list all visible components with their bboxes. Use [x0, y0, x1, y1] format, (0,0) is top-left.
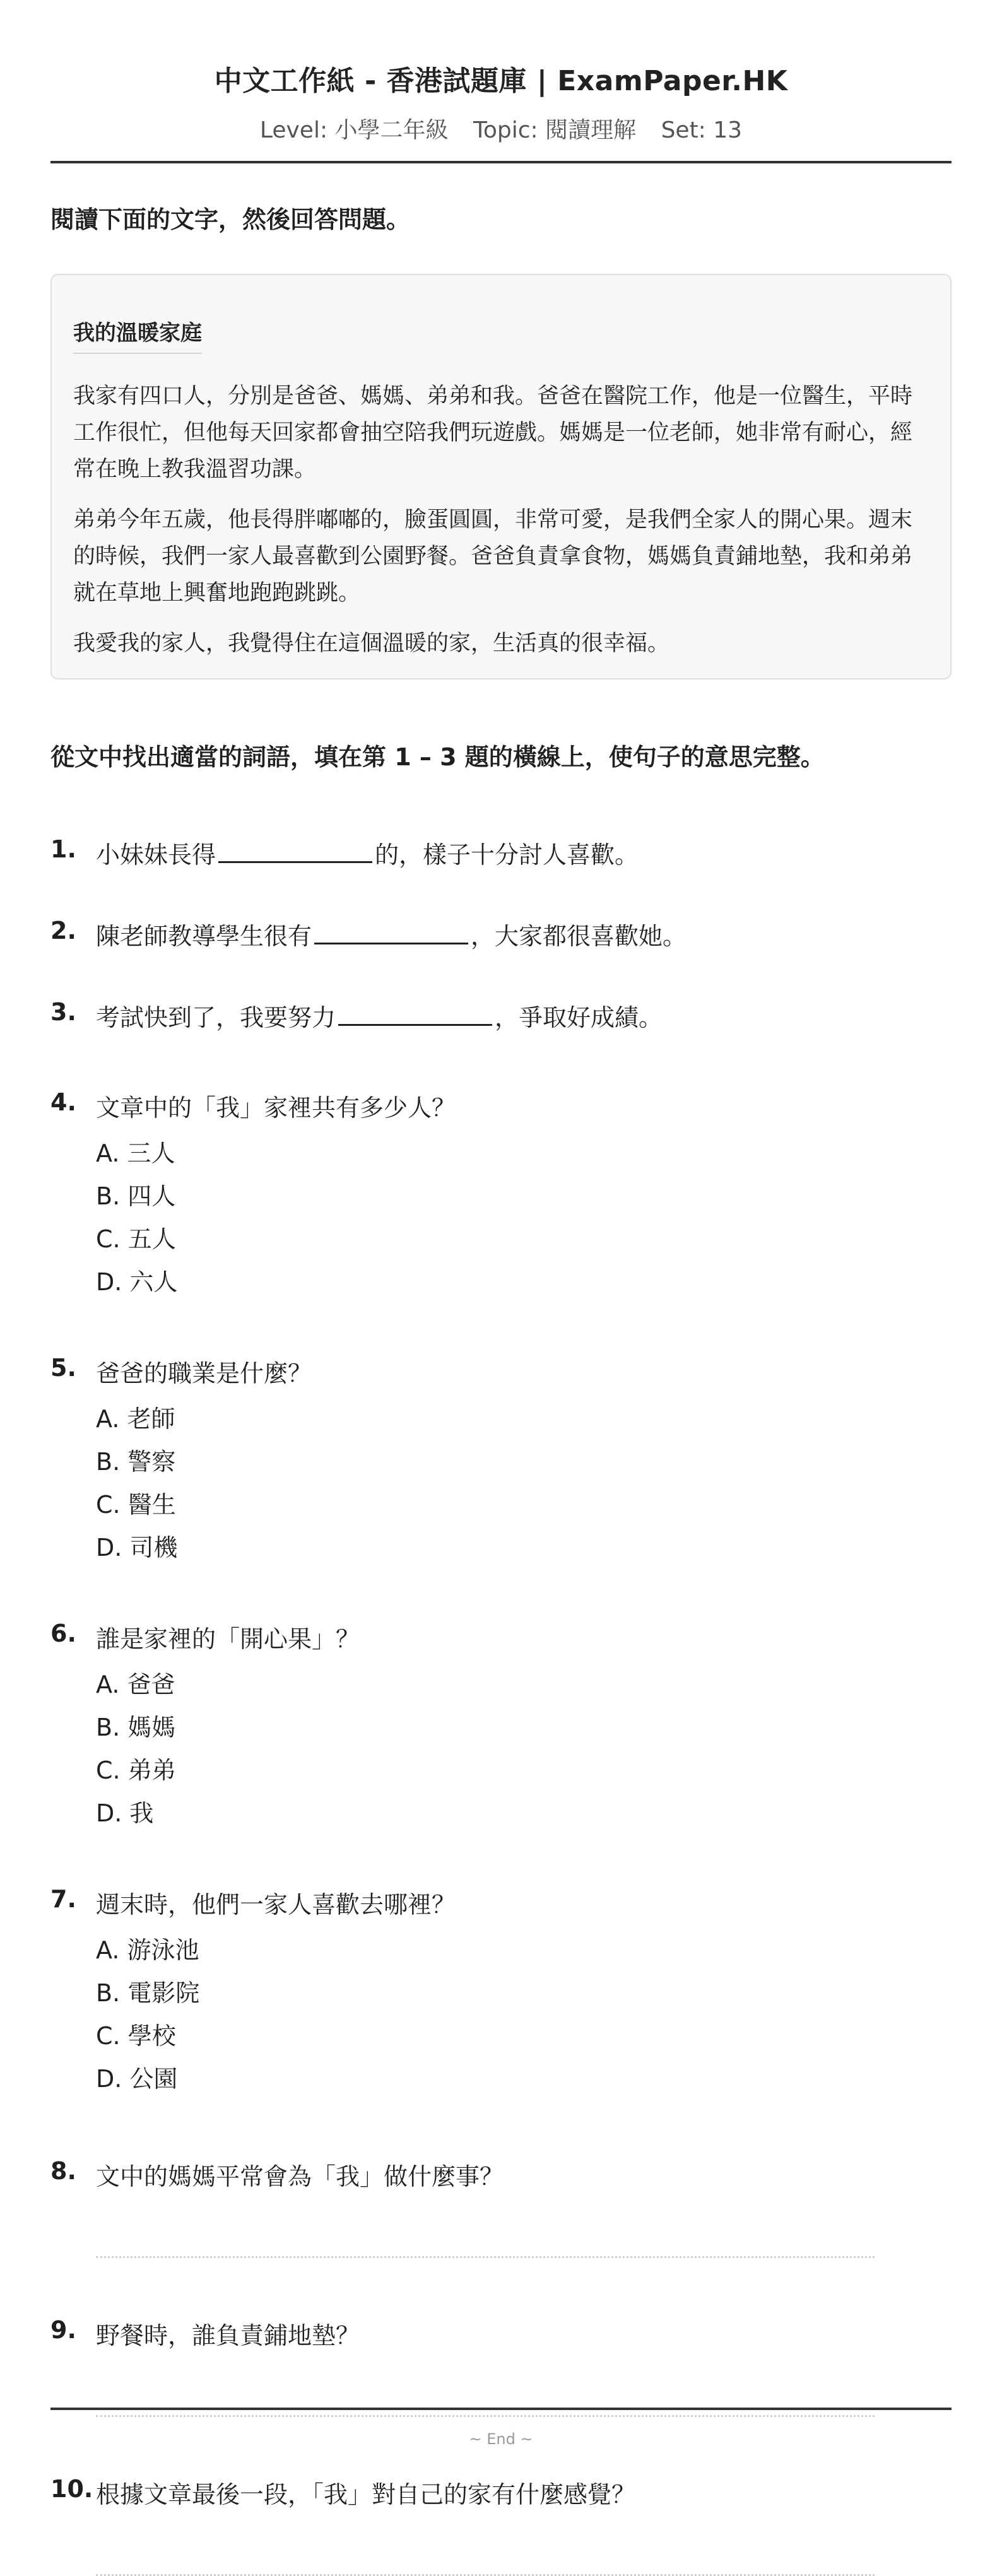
question-text: 文中的媽媽平常會為「我」做什麼事？: [96, 2163, 504, 2191]
question-text: 根據文章最後一段，「我」對自己的家有什麼感覺？: [96, 2481, 636, 2508]
option-b[interactable]: B. 四人: [96, 1182, 176, 1210]
answer-line[interactable]: [96, 2415, 875, 2417]
question-1: [50, 835, 952, 870]
question-number: 5.: [50, 1354, 76, 1382]
worksheet-title: 中文工作紙 - 香港試題庫 | ExamPaper.HK: [214, 65, 788, 97]
option-a[interactable]: A. 三人: [96, 1139, 175, 1167]
passage-title: 我的溫暖家庭: [73, 315, 202, 354]
topic-label: Topic: 閱讀理解: [473, 117, 637, 143]
question-3: [50, 998, 952, 1033]
question-text-before: 小妹妹長得: [96, 841, 216, 869]
question-number: 9.: [50, 2316, 76, 2344]
option-b[interactable]: B. 媽媽: [96, 1714, 176, 1741]
question-9: [50, 2316, 952, 2417]
option-a[interactable]: A. 爸爸: [96, 1671, 175, 1698]
question-text-before: 陳老師教導學生很有: [96, 922, 312, 950]
reading-instruction: 閱讀下面的文字，然後回答問題。: [50, 206, 411, 233]
question-text-after: ，大家都很喜歡她。: [471, 922, 687, 950]
passage-paragraph-1: 我家有四口人，分別是爸爸、媽媽、弟弟和我。爸爸在醫院工作，他是一位醫生，平時工作很忙，但他每天回家都會抽空陪我們玩遊戲。媽媽是一位老師，她非常有耐心，經常在晚上教我溫習功課。: [73, 384, 913, 482]
question-number: 10.: [50, 2475, 93, 2503]
passage-paragraph-2: 弟弟今年五歲，他長得胖嘟嘟的，臉蛋圓圓，非常可愛，是我們全家人的開心果。週末的時候，我們一家人最喜歡到公園野餐。爸爸負責拿食物，媽媽負責鋪地墊，我和弟弟就在草地上興奮地跑跑跳跳。: [73, 507, 913, 606]
question-text: 文章中的「我」家裡共有多少人？: [96, 1094, 456, 1122]
question-number: 3.: [50, 998, 76, 1026]
option-list: [96, 1132, 952, 1303]
option-list: [96, 1929, 952, 2100]
question-text: 爸爸的職業是什麼？: [96, 1360, 312, 1387]
question-text-after: 的，樣子十分討人喜歡。: [375, 841, 639, 869]
question-text: 誰是家裡的「開心果」？: [96, 1625, 360, 1653]
question-5: [50, 1354, 952, 1569]
option-d[interactable]: D. 司機: [96, 1534, 178, 1561]
header-divider: [50, 161, 952, 163]
worksheet-page: [50, 0, 952, 2576]
option-c[interactable]: C. 弟弟: [96, 1756, 176, 1784]
option-c[interactable]: C. 五人: [96, 1225, 176, 1253]
answer-blank[interactable]: [338, 999, 492, 1026]
option-a[interactable]: A. 游泳池: [96, 1936, 199, 1964]
question-text: 週末時，他們一家人喜歡去哪裡？: [96, 1891, 456, 1919]
set-label: Set: 13: [661, 117, 743, 143]
answer-line[interactable]: [96, 2256, 875, 2258]
fill-in-instruction: 從文中找出適當的詞語，填在第 1 – 3 題的橫線上，使句子的意思完整。: [50, 743, 825, 771]
question-6: [50, 1620, 952, 1835]
question-number: 1.: [50, 835, 76, 863]
answer-blank[interactable]: [314, 917, 468, 944]
option-d[interactable]: D. 公園: [96, 2065, 178, 2093]
question-2: [50, 917, 952, 951]
level-label: Level: 小學二年級: [259, 117, 449, 143]
option-d[interactable]: D. 我: [96, 1799, 154, 1827]
option-list: [96, 1663, 952, 1835]
end-divider: [50, 2408, 952, 2410]
worksheet-header: [50, 0, 952, 163]
option-d[interactable]: D. 六人: [96, 1268, 178, 1296]
end-marker: ~ End ~: [469, 2430, 533, 2448]
question-7: [50, 1885, 952, 2100]
worksheet-meta: [50, 112, 952, 144]
question-number: 2.: [50, 917, 76, 944]
option-list: [96, 1397, 952, 1569]
question-4: [50, 1088, 952, 1303]
passage-paragraph-3: 我愛我的家人，我覺得住在這個溫暖的家，生活真的很幸福。: [73, 631, 670, 656]
question-10: [50, 2475, 952, 2576]
question-8: [50, 2157, 952, 2258]
reading-passage: [50, 274, 952, 679]
question-number: 7.: [50, 1885, 76, 1913]
question-number: 6.: [50, 1620, 76, 1647]
question-text-after: ，爭取好成績。: [495, 1004, 663, 1032]
option-b[interactable]: B. 警察: [96, 1448, 176, 1476]
question-number: 8.: [50, 2157, 76, 2185]
option-c[interactable]: C. 學校: [96, 2022, 176, 2050]
option-c[interactable]: C. 醫生: [96, 1491, 176, 1519]
question-text: 野餐時，誰負責鋪地墊？: [96, 2322, 360, 2350]
option-b[interactable]: B. 電影院: [96, 1979, 200, 2007]
question-text-before: 考試快到了，我要努力: [96, 1004, 336, 1032]
question-number: 4.: [50, 1088, 76, 1116]
answer-blank[interactable]: [218, 836, 372, 863]
option-a[interactable]: A. 老師: [96, 1405, 175, 1433]
